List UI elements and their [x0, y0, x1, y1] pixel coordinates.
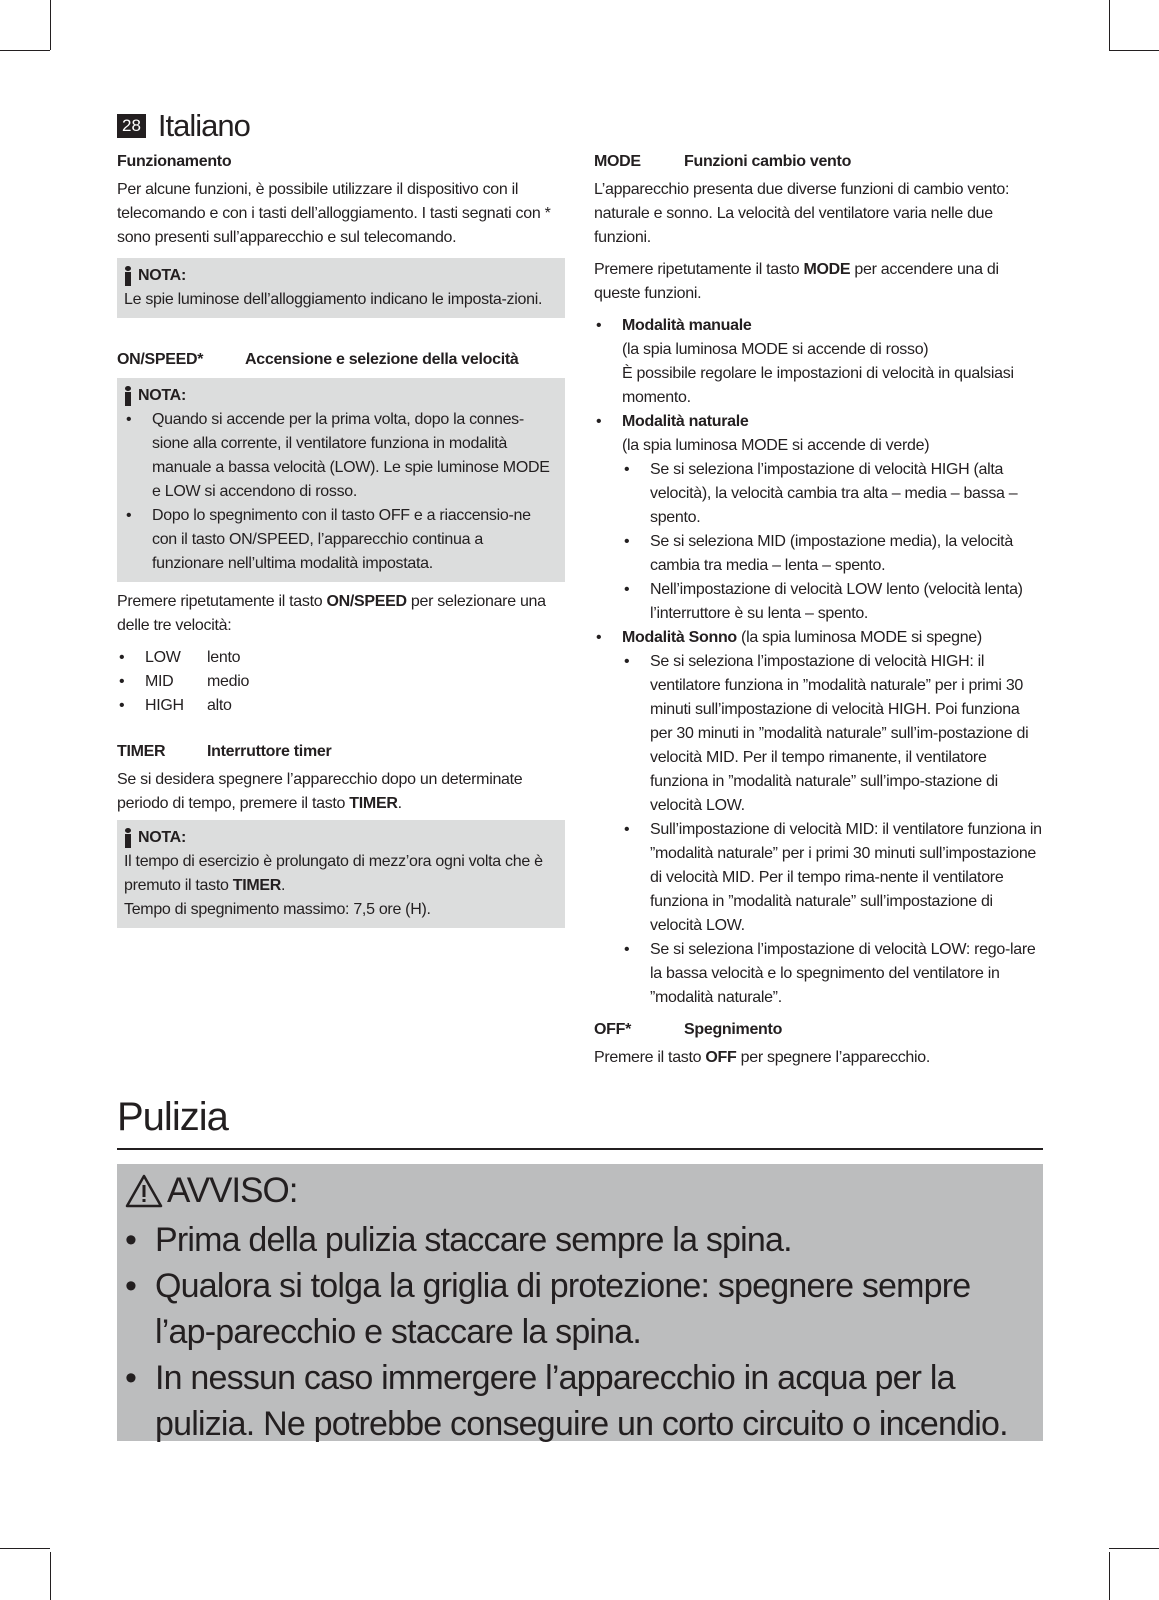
list-item: • MID medio [117, 670, 565, 694]
list-item: • Se si seleziona l’impostazione di velocità HIGH: il ventilatore funziona in ”modalità naturale” per i primi 30 minuti sull’impostazione di velocità HIGH. Poi funziona per 30 minuti in ”modalità naturale” sull’im-postazione di velocità MID. Per il tempo rimanente, il ventilatore funziona in ”modalità naturale” sull’impo-stazione di velocità LOW. [622, 650, 1044, 818]
mode-list [594, 314, 1044, 1010]
divider [117, 1148, 1043, 1150]
note-text: Tempo di spegnimento massimo: 7,5 ore (H). [124, 901, 431, 918]
crop-mark [1109, 0, 1110, 50]
crop-mark [50, 0, 51, 50]
note-box [117, 378, 565, 582]
key-label: MODE [594, 153, 641, 170]
section-title-pulizia: Pulizia [117, 1095, 228, 1139]
list-item: • Se si seleziona l’impostazione di velocità LOW: rego-lare la bassa velocità e lo spegnimento del ventilatore in ”modalità naturale”. [622, 938, 1044, 1010]
section-title: Funzioni cambio vento [684, 153, 852, 170]
crop-mark [50, 1552, 51, 1600]
list-item: • Modalità manuale (la spia luminosa MODE si accende di rosso) È possibile regolare le impostazioni di velocità in qualsiasi momento. [594, 314, 1044, 410]
crop-mark [1109, 1548, 1159, 1549]
list-item: • HIGH alto [117, 694, 565, 718]
note-box [117, 820, 565, 928]
list-item: • Sull’impostazione di velocità MID: il ventilatore funziona in ”modalità naturale” per i primi 30 minuti sull’impostazione di velocità MID. Per il tempo rima-nente il ventilatore funziona in ”modalità naturale” sull’impostazione di velocità LOW. [622, 818, 1044, 938]
list-item: • LOW lento [117, 646, 565, 670]
key-label: OFF* [594, 1021, 632, 1038]
info-icon [124, 386, 132, 406]
list-item: • Nell’impostazione di velocità LOW lento (velocità lenta) l’interruttore è su lenta – spento. [622, 578, 1044, 626]
crop-mark [1109, 50, 1159, 51]
paragraph: L’apparecchio presenta due diverse funzioni di cambio vento: naturale e sonno. La velocità del ventilatore varia nelle due funzioni. [594, 181, 1010, 246]
section-heading [594, 150, 1044, 174]
list-item: • Quando si accende per la prima volta, dopo la connes-sione alla corrente, il ventilatore funziona in modalità manuale a bassa velocità (LOW). Le spie luminose MODE e LOW si accendono di rosso. [124, 408, 558, 504]
list-item: • In nessun caso immergere l’apparecchio in acqua per la pulizia. Ne potrebbe conseguire un corto circuito o incendio. [125, 1355, 1035, 1447]
crop-mark [0, 1548, 50, 1549]
section-heading [117, 740, 565, 764]
list-item: • Modalità Sonno (la spia luminosa MODE si spegne) • Se si seleziona l’impostazione di velocità HIGH: il ventilatore funziona in ”modalità naturale” per i primi 30 minuti sull’impostazione di velocità HIGH. Poi funziona per 30 minuti in ”modalità naturale” sull’im-postazione di velocità MID. Per il tempo rimanente, il ventilatore funziona in ”modalità naturale” sull’impo-stazione di velocità LOW. • Sull’impostazione di velocità MID: il ventilatore funziona in ”modalità naturale” per i primi 30 minuti sull’impostazione di velocità MID. Per il tempo rima-nente il ventilatore funziona in ”modalità naturale” sull’impostazione di velocità LOW. • Se si seleziona l’impostazione di velocità LOW: rego-lare la bassa velocità e lo spegnimento del ventilatore in ”modalità naturale”. [594, 626, 1044, 1010]
section-heading [594, 1018, 1044, 1042]
note-text: Le spie luminose dell’alloggiamento indicano le imposta-zioni. [124, 291, 543, 308]
info-icon [124, 266, 132, 286]
note-label: NOTA: [138, 829, 186, 846]
section-title: Accensione e selezione della velocità [245, 351, 519, 368]
key-label: ON/SPEED* [117, 351, 204, 368]
section-heading [117, 348, 565, 372]
warning-triangle-icon [125, 1174, 163, 1208]
warning-list [125, 1217, 1035, 1447]
paragraph: Se si desidera spegnere l’apparecchio dopo un determinate periodo di tempo, premere il tasto TIMER. [117, 771, 523, 812]
paragraph: Premere ripetutamente il tasto ON/SPEED per selezionare una delle tre velocità: [117, 593, 546, 634]
crop-mark [0, 50, 50, 51]
key-label: TIMER [117, 743, 166, 760]
list-item: • Modalità naturale (la spia luminosa MODE si accende di verde) • Se si seleziona l’impostazione di velocità HIGH (alta velocità), la velocità cambia tra alta – media – bassa – spento. • Se si seleziona MID (impostazione media), la velocità cambia tra media – lenta – spento. • Nell’impostazione di velocità LOW lento (velocità lenta) l’interruttore è su lenta – spento. [594, 410, 1044, 626]
paragraph: Per alcune funzioni, è possibile utilizzare il dispositivo con il telecomando e con i tasti dell’alloggiamento. I tasti segnati con * sono presenti sull’apparecchio e sul telecomando. [117, 181, 551, 246]
paragraph: Premere ripetutamente il tasto MODE per accendere una di queste funzioni. [594, 261, 999, 302]
note-label: NOTA: [138, 267, 186, 284]
note-text: Il tempo di esercizio è prolungato di mezz’ora ogni volta che è premuto il tasto TIMER. [124, 853, 543, 894]
list-item: • Qualora si tolga la griglia di protezione: spegnere sempre l’ap-parecchio e staccare la spina. [125, 1263, 1035, 1355]
page-number: 28 [117, 114, 146, 138]
list-item: • Prima della pulizia staccare sempre la spina. [125, 1217, 1035, 1263]
right-column [594, 150, 1044, 1078]
list-item: • Se si seleziona l’impostazione di velocità HIGH (alta velocità), la velocità cambia tra alta – media – bassa – spento. [622, 458, 1044, 530]
speed-list [117, 646, 565, 718]
section-title: Interruttore timer [207, 743, 332, 760]
paragraph: Premere il tasto OFF per spegnere l’apparecchio. [594, 1049, 930, 1066]
left-column [117, 150, 565, 936]
list-item: • Dopo lo spegnimento con il tasto OFF e a riaccensio-ne con il tasto ON/SPEED, l’apparecchio continua a funzionare nell’ultima modalità impostata. [124, 504, 558, 576]
crop-mark [1109, 1552, 1110, 1600]
note-label: NOTA: [138, 387, 186, 404]
warning-label: AVVISO: [167, 1171, 298, 1210]
info-icon [124, 828, 132, 848]
language-title: Italiano [157, 108, 250, 143]
section-title: Spegnimento [684, 1021, 783, 1038]
note-box [117, 258, 565, 318]
warning-box [117, 1164, 1043, 1441]
list-item: • Se si seleziona MID (impostazione media), la velocità cambia tra media – lenta – spento. [622, 530, 1044, 578]
section-heading: Funzionamento [117, 153, 232, 170]
page-header [117, 106, 250, 146]
